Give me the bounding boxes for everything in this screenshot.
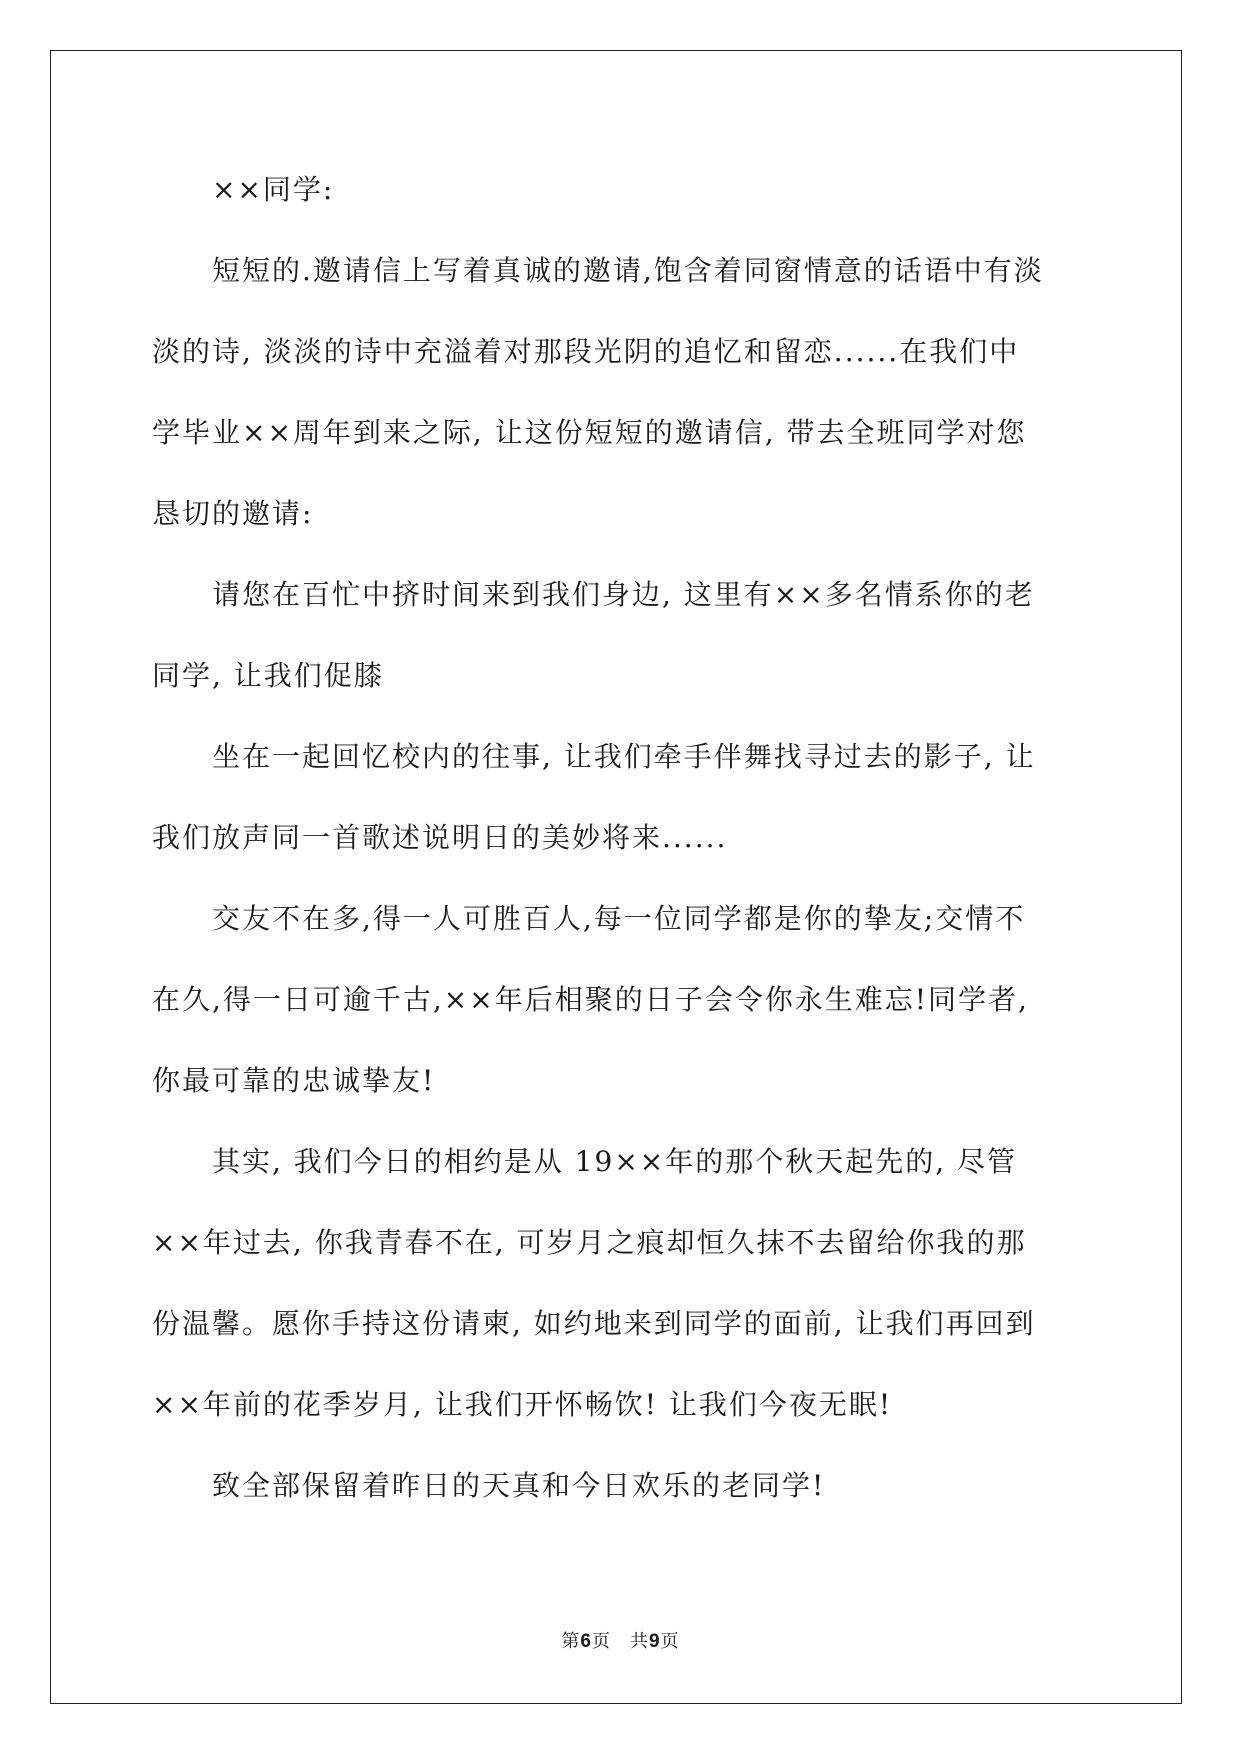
text-line: 淡的诗, 淡淡的诗中充溢着对那段光阴的追忆和留恋......在我们中: [152, 335, 1020, 368]
text-line: 在久,得一日可逾千古,××年后相聚的日子会令你永生难忘!同学者,: [152, 983, 1029, 1016]
text-line: 其实, 我们今日的相约是从 19××年的那个秋天起先的, 尽管: [212, 1145, 1018, 1178]
document-body: [152, 163, 1084, 1540]
footer-middle: 页 共: [592, 1631, 649, 1652]
total-pages-number: 9: [649, 1631, 661, 1652]
text-line: 坐在一起回忆校内的往事, 让我们牵手伴舞找寻过去的影子, 让: [212, 740, 1036, 773]
text-line: 交友不在多,得一人可胜百人,每一位同学都是你的挚友;交情不: [212, 902, 1026, 935]
text-line: 同学, 让我们促膝: [152, 659, 384, 692]
text-line: 你最可靠的忠诚挚友!: [152, 1064, 436, 1097]
text-line: 恳切的邀请:: [152, 497, 314, 530]
text-line: 学毕业××周年到来之际, 让这份短短的邀请信, 带去全班同学对您: [152, 416, 1027, 449]
text-line: 份温馨。愿你手持这份请柬, 如约地来到同学的面前, 让我们再回到: [152, 1307, 1036, 1340]
footer-suffix: 页: [660, 1631, 680, 1652]
page-footer: [0, 1630, 1241, 1654]
text-line: ××年前的花季岁月, 让我们开怀畅饮! 让我们今夜无眠!: [152, 1388, 893, 1421]
text-line: ××年过去, 你我青春不在, 可岁月之痕却恒久抹不去留给你我的那: [152, 1226, 1027, 1259]
text-line: 我们放声同一首歌述说明日的美妙将来......: [152, 821, 728, 854]
text-line: 请您在百忙中挤时间来到我们身边, 这里有××多名情系你的老: [212, 578, 1035, 611]
text-line: 致全部保留着昨日的天真和今日欢乐的老同学!: [212, 1469, 826, 1502]
text-line: 短短的.邀请信上写着真诚的邀请,饱含着同窗情意的话语中有淡: [212, 254, 1044, 287]
current-page-number: 6: [580, 1631, 592, 1652]
text-line: ××同学:: [212, 173, 335, 206]
footer-prefix: 第: [561, 1631, 581, 1652]
